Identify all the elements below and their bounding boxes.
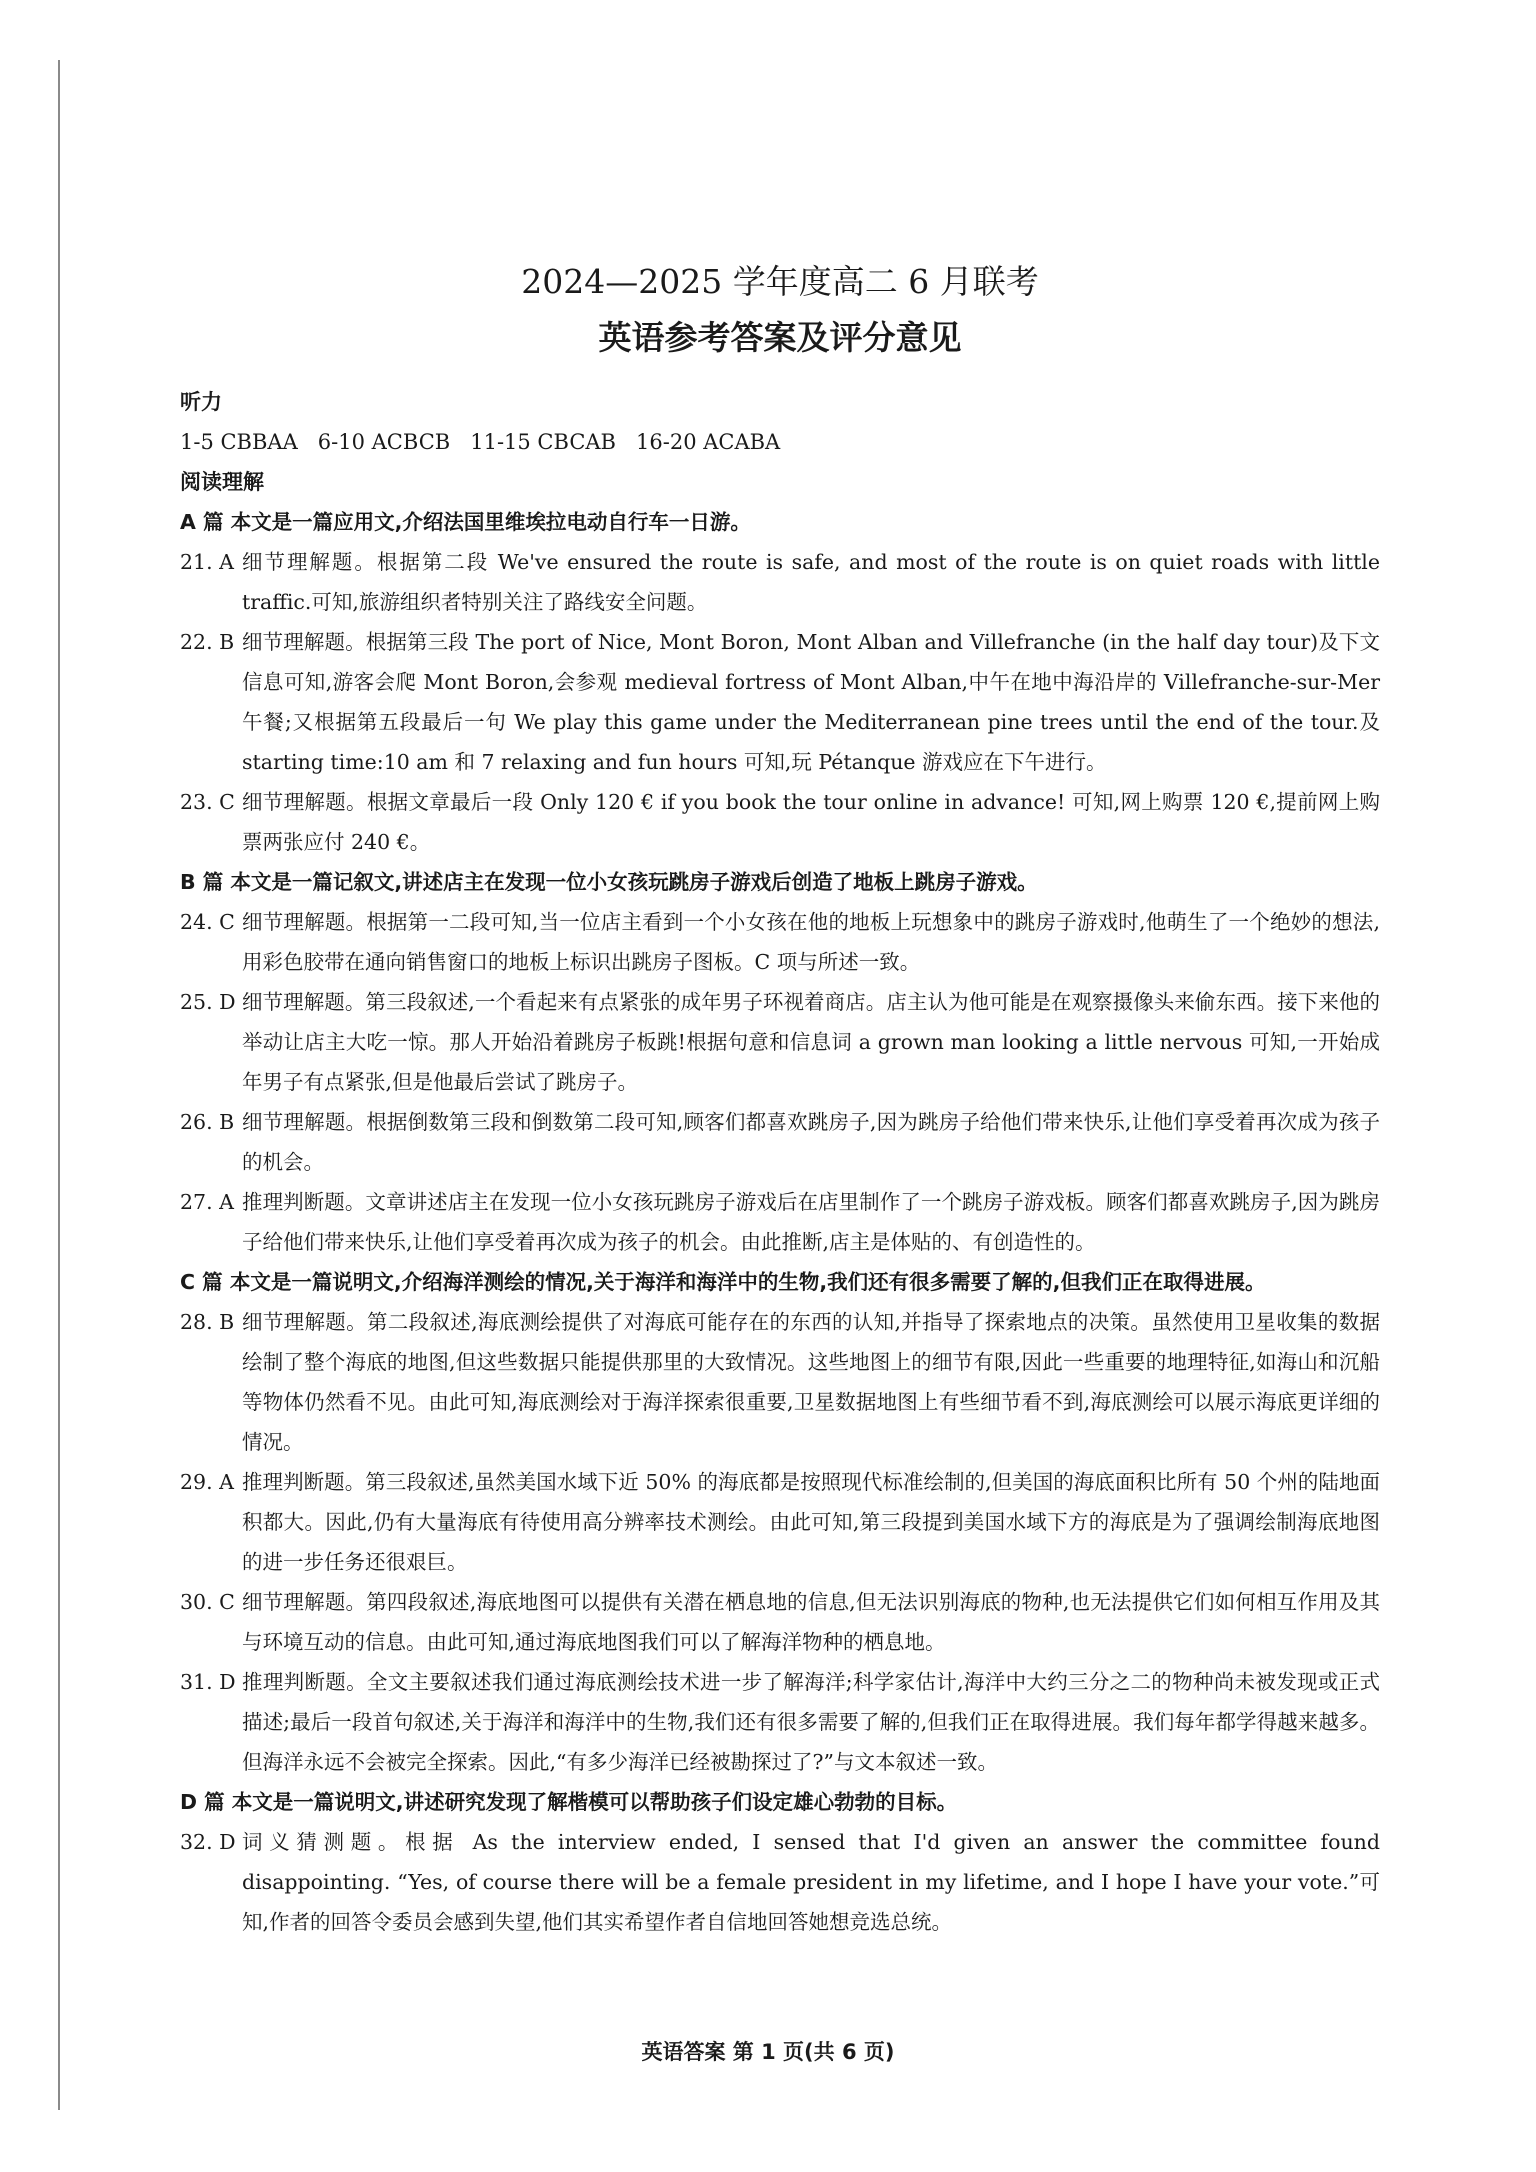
- item-explanation: 细节理解题。第四段叙述,海底地图可以提供有关潜在栖息地的信息,但无法识别海底的物种,也无法提供它们如何相互作用及其与环境互动的信息。由此可知,通过海底地图我们可以了解海洋物种的栖息地。: [242, 1590, 1380, 1654]
- answer-item: [180, 1182, 1380, 1262]
- answer-item: [180, 982, 1380, 1102]
- exam-title: 2024—2025 学年度高二 6 月联考: [521, 262, 1039, 301]
- item-explanation: 推理判断题。第三段叙述,虽然美国水域下近 50% 的海底都是按照现代标准绘制的,但美国的海底面积比所有 50 个州的陆地面积都大。因此,仍有大量海底有待使用高分辨率技术测绘。由此可知,第三段提到美国水域下方的海底是为了强调绘制海底地图的进一步任务还很艰巨。: [242, 1470, 1380, 1574]
- item-explanation: 细节理解题。根据文章最后一段 Only 120 € if you book the tour online in advance! 可知,网上购票 120 €,提前网上购票两张应付 240 €。: [242, 790, 1380, 854]
- passage-a-heading: A 篇 本文是一篇应用文,介绍法国里维埃拉电动自行车一日游。: [180, 510, 751, 534]
- answer-item: [180, 1102, 1380, 1182]
- item-explanation: 细节理解题。根据第三段 The port of Nice, Mont Boron, Mont Alban and Villefranche (in the half day tour)及下文信息可知,游客会爬 Mont Boron,会参观 medieval fortress of Mont Alban,中午在地中海沿岸的 Villefranche-sur-Mer 午餐;又根据第五段最后一句 We play this game under the Mediterranean pine trees until the end of the tour.及 starting time:10 am 和 7 relaxing and fun hours 可知,玩 Pétanque 游戏应在下午进行。: [242, 630, 1380, 774]
- listening-answers: 1-5 CBBAA 6-10 ACBCB 11-15 CBCAB 16-20 ACABA: [180, 430, 781, 454]
- answer-item: [180, 1582, 1380, 1662]
- item-number: 22. B: [180, 630, 235, 654]
- passage-b-heading: B 篇 本文是一篇记叙文,讲述店主在发现一位小女孩玩跳房子游戏后创造了地板上跳房子游戏。: [180, 870, 1038, 894]
- item-explanation: 细节理解题。根据第二段 We've ensured the route is safe, and most of the route is on quiet roads with little traffic.可知,旅游组织者特别关注了路线安全问题。: [242, 550, 1380, 614]
- answer-item: [180, 782, 1380, 862]
- item-number: 25. D: [180, 990, 236, 1014]
- item-explanation: 细节理解题。第三段叙述,一个看起来有点紧张的成年男子环视着商店。店主认为他可能是在观察摄像头来偷东西。接下来他的举动让店主大吃一惊。那人开始沿着跳房子板跳!根据句意和信息词 a grown man looking a little nervous 可知,一开始成年男子有点紧张,但是他最后尝试了跳房子。: [242, 990, 1380, 1094]
- item-number: 32. D: [180, 1830, 236, 1854]
- exam-subtitle: 英语参考答案及评分意见: [598, 318, 962, 357]
- answer-item: [180, 1302, 1380, 1462]
- item-explanation: 细节理解题。根据倒数第三段和倒数第二段可知,顾客们都喜欢跳房子,因为跳房子给他们带来快乐,让他们享受着再次成为孩子的机会。: [242, 1110, 1380, 1174]
- passage-d-heading: D 篇 本文是一篇说明文,讲述研究发现了解楷模可以帮助孩子们设定雄心勃勃的目标。: [180, 1790, 958, 1814]
- item-number: 30. C: [180, 1590, 235, 1614]
- item-explanation: 细节理解题。根据第一二段可知,当一位店主看到一个小女孩在他的地板上玩想象中的跳房子游戏时,他萌生了一个绝妙的想法,用彩色胶带在通向销售窗口的地板上标识出跳房子图板。C 项与所述一致。: [242, 910, 1380, 974]
- item-number: 29. A: [180, 1470, 234, 1494]
- item-explanation: 推理判断题。文章讲述店主在发现一位小女孩玩跳房子游戏后在店里制作了一个跳房子游戏板。顾客们都喜欢跳房子,因为跳房子给他们带来快乐,让他们享受着再次成为孩子的机会。由此推断,店主是体贴的、有创造性的。: [242, 1190, 1380, 1254]
- item-explanation: 推理判断题。全文主要叙述我们通过海底测绘技术进一步了解海洋;科学家估计,海洋中大约三分之二的物种尚未被发现或正式描述;最后一段首句叙述,关于海洋和海洋中的生物,我们还有很多需要了解的,但我们正在取得进展。我们每年都学得越来越多。但海洋永远不会被完全探索。因此,“有多少海洋已经被勘探过了?”与文本叙述一致。: [242, 1670, 1380, 1774]
- answer-sheet: [180, 258, 1380, 1942]
- item-number: 28. B: [180, 1310, 235, 1334]
- item-number: 21. A: [180, 550, 234, 574]
- item-number: 27. A: [180, 1190, 234, 1214]
- binding-margin-line: [58, 60, 60, 2110]
- reading-heading: 阅读理解: [180, 470, 264, 494]
- item-number: 26. B: [180, 1110, 235, 1134]
- answer-item: [180, 1822, 1380, 1942]
- answer-item: [180, 622, 1380, 782]
- answer-item: [180, 1662, 1380, 1782]
- answer-item: [180, 542, 1380, 622]
- item-number: 23. C: [180, 790, 235, 814]
- page-footer: 英语答案 第 1 页(共 6 页): [641, 2040, 895, 2064]
- listening-heading: 听力: [180, 390, 222, 414]
- item-number: 24. C: [180, 910, 235, 934]
- passage-c-heading: C 篇 本文是一篇说明文,介绍海洋测绘的情况,关于海洋和海洋中的生物,我们还有很多需要了解的,但我们正在取得进展。: [180, 1270, 1266, 1294]
- answer-item: [180, 902, 1380, 982]
- answer-item: [180, 1462, 1380, 1582]
- item-explanation: 词义猜测题。根据 As the interview ended, I sensed that I'd given an answer the committee found disappointing. “Yes, of course there will be a female president in my lifetime, and I hope I have your vote.”可知,作者的回答令委员会感到失望,他们其实希望作者自信地回答她想竞选总统。: [242, 1830, 1380, 1934]
- item-number: 31. D: [180, 1670, 236, 1694]
- item-explanation: 细节理解题。第二段叙述,海底测绘提供了对海底可能存在的东西的认知,并指导了探索地点的决策。虽然使用卫星收集的数据绘制了整个海底的地图,但这些数据只能提供那里的大致情况。这些地图上的细节有限,因此一些重要的地理特征,如海山和沉船等物体仍然看不见。由此可知,海底测绘对于海洋探索很重要,卫星数据地图上有些细节看不到,海底测绘可以展示海底更详细的情况。: [242, 1310, 1380, 1454]
